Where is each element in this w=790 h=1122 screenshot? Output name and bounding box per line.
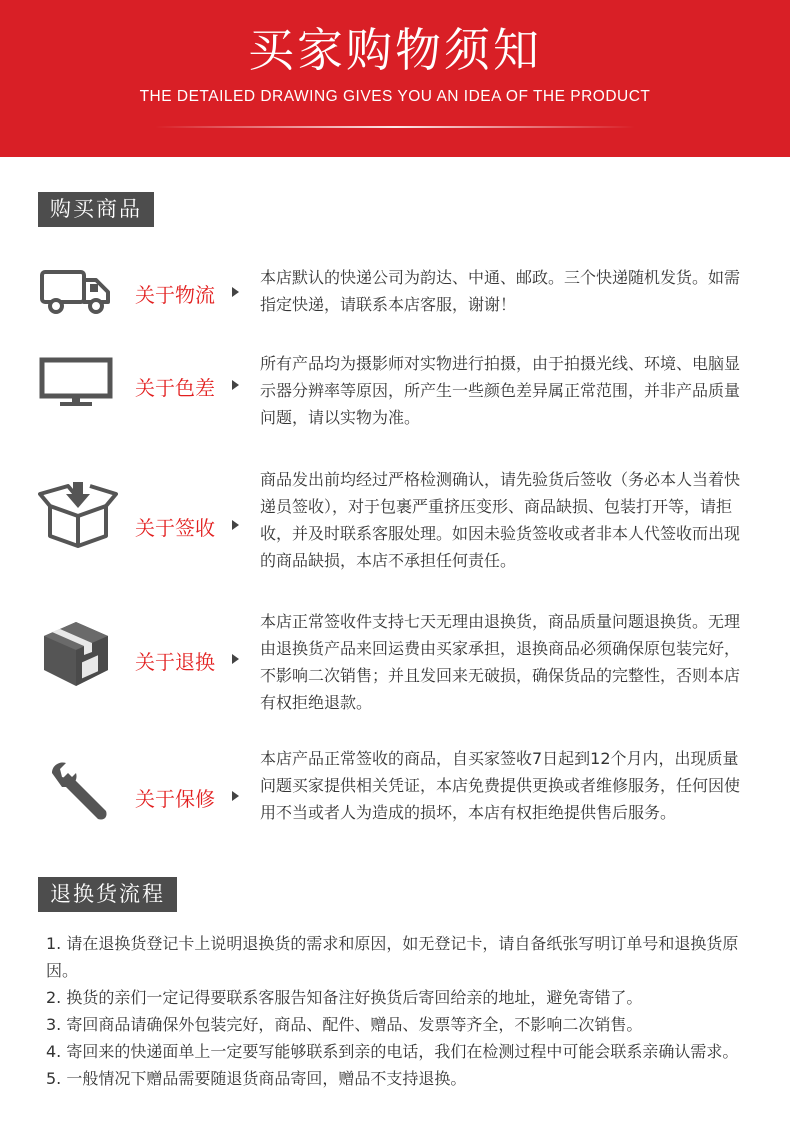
caret-right-icon xyxy=(232,520,239,530)
section-tag-return-process: 退换货流程 xyxy=(38,877,177,912)
list-item: 2. 换货的亲们一定记得要联系客服告知备注好换货后寄回给亲的地址，避免寄错了。 xyxy=(46,988,643,1007)
item-description: 本店正常签收件支持七天无理由退换货，商品质量问题退换货。无理由退换货产品来回运费由买家承担，退换商品必须确保原包装完好，不影响二次销售；并且发回来无破损，确保货品的完整性，否则本店有权拒绝退款。 xyxy=(260,612,741,712)
wrench-icon xyxy=(46,759,110,823)
caret-right-icon xyxy=(232,791,239,801)
item-description: 本店默认的快递公司为韵达、中通、邮政。三个快递随机发货。如需指定快递，请联系本店客服，谢谢！ xyxy=(260,268,741,314)
section-tag-purchase: 购买商品 xyxy=(38,192,154,227)
caret-right-icon xyxy=(232,287,239,297)
caret-right-icon xyxy=(232,654,239,664)
item-label: 关于色差 xyxy=(135,376,215,400)
item-label: 关于保修 xyxy=(135,787,215,811)
list-item: 5. 一般情况下赠品需要随退货商品寄回，赠品不支持退换。 xyxy=(46,1069,467,1088)
item-label: 关于签收 xyxy=(135,516,215,540)
return-steps-list xyxy=(46,930,758,1092)
caret-right-icon xyxy=(232,380,239,390)
monitor-icon xyxy=(38,356,114,408)
item-description: 所有产品均为摄影师对实物进行拍摄，由于拍摄光线、环境、电脑显示器分辨率等原因，所产生一些颜色差异属正常范围，并非产品质量问题，请以实物为准。 xyxy=(260,354,741,427)
item-label: 关于物流 xyxy=(135,283,215,307)
list-item: 4. 寄回来的快递面单上一定要写能够联系到亲的电话，我们在检测过程中可能会联系亲确认需求。 xyxy=(46,1042,739,1061)
truck-icon xyxy=(38,266,114,316)
item-description: 本店产品正常签收的商品，自买家签收7日起到12个月内，出现质量问题买家提供相关凭证，本店免费提供更换或者维修服务，任何因使用不当或者人为造成的损坏，本店有权拒绝提供售后服务。 xyxy=(260,749,741,822)
page-subtitle: THE DETAILED DRAWING GIVES YOU AN IDEA OF THE PRODUCT xyxy=(139,88,651,105)
item-label: 关于退换 xyxy=(135,650,215,674)
item-description: 商品发出前均经过严格检测确认，请先验货后签收（务必本人当着快递员签收），对于包裹严重挤压变形、商品缺损、包装打开等，请拒收，并及时联系客服处理。如因未验货签收或者非本人代签收而出现的商品缺损，本店不承担任何责任。 xyxy=(260,470,741,570)
page-title: 买家购物须知 xyxy=(248,23,542,77)
box-open-icon xyxy=(38,480,118,550)
list-item: 3. 寄回商品请确保外包装完好，商品、配件、赠品、发票等齐全，不影响二次销售。 xyxy=(46,1015,643,1034)
package-icon xyxy=(38,618,114,690)
divider xyxy=(155,126,635,128)
header-banner xyxy=(0,0,790,157)
list-item: 1. 请在退换货登记卡上说明退换货的需求和原因，如无登记卡，请自备纸张写明订单号和退换货原因。 xyxy=(46,934,739,980)
